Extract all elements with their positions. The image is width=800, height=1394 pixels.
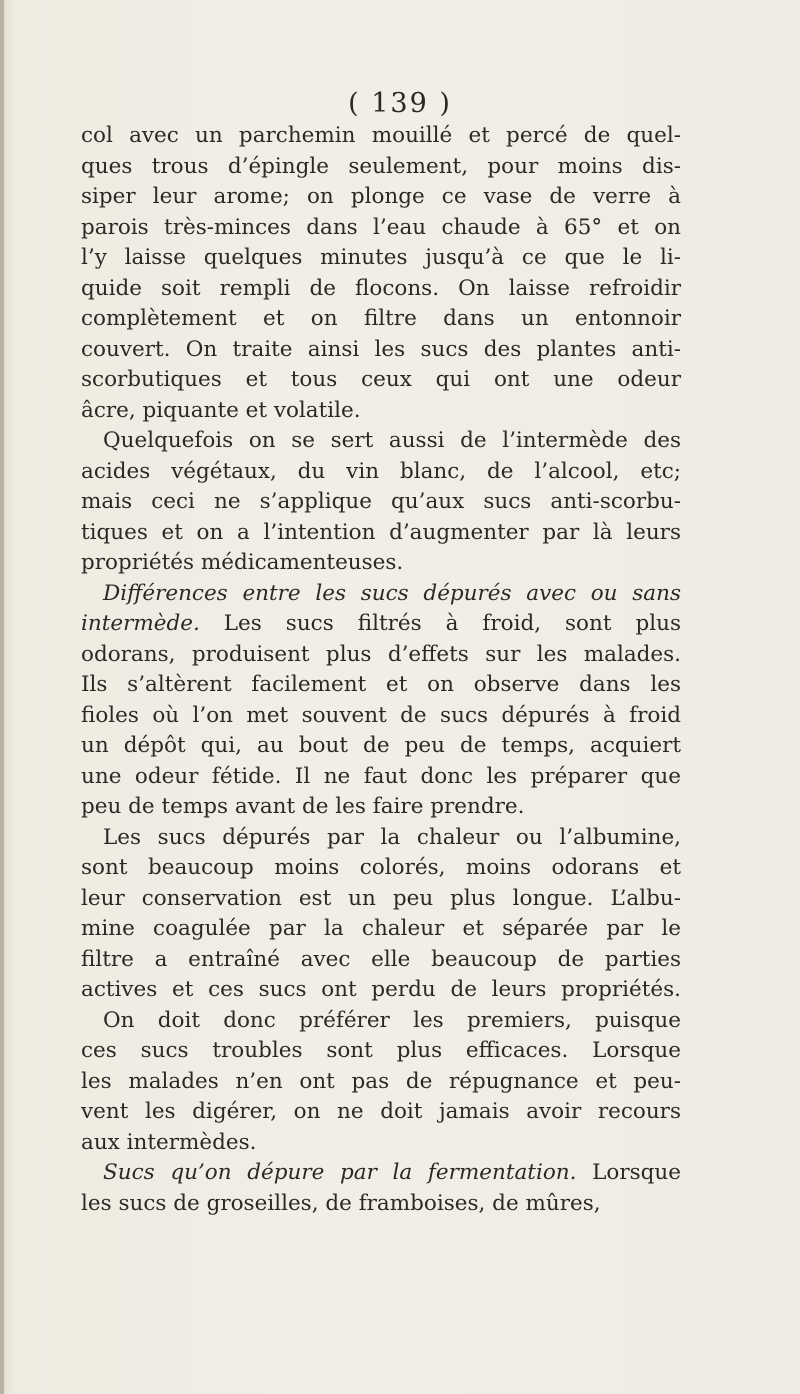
text-line [81, 274, 681, 305]
line-text: col avec un parchemin mouillé et percé de quel- [81, 123, 681, 148]
italic-heading: intermède. [81, 611, 200, 636]
text-line [81, 945, 681, 976]
text-line [81, 914, 681, 945]
text-line [81, 152, 681, 183]
line-text: âcre, piquante et volatile. [81, 397, 361, 423]
text-line [81, 365, 681, 396]
text-line [81, 792, 681, 823]
text-line [81, 731, 681, 762]
line-text: mine coagulée par la chaleur et séparée par le [81, 916, 681, 941]
line-text: odorans, produisent plus d’effets sur les malades. [81, 641, 681, 667]
line-text: Lorsque [576, 1160, 681, 1185]
body-text [81, 121, 681, 1219]
text-line [81, 1158, 681, 1189]
line-text: scorbutiques et tous ceux qui ont une odeur [81, 367, 681, 392]
text-line [81, 762, 681, 793]
text-line [81, 304, 681, 335]
line-text: Quelquefois on se sert aussi de l’intermède des [103, 428, 681, 453]
text-line [81, 457, 681, 488]
text-line [81, 213, 681, 244]
line-text: les malades n’en ont pas de répugnance et peu- [81, 1068, 681, 1094]
text-line [81, 1067, 681, 1098]
line-text: parois très-minces dans l’eau chaude à 65° et on [81, 214, 681, 240]
page-number: ( 139 ) [348, 88, 452, 119]
text-line [81, 579, 681, 610]
line-text: peu de temps avant de les faire prendre. [81, 794, 525, 819]
text-line [81, 396, 681, 427]
text-line [81, 121, 681, 152]
text-line [81, 518, 681, 549]
italic-heading: Sucs qu’on dépure par la fermentation. [103, 1160, 577, 1185]
line-text: un dépôt qui, au bout de peu de temps, acquiert [81, 733, 681, 758]
italic-heading: Différences entre les sucs dépurés avec ou sans [103, 580, 681, 606]
line-text: fioles où l’on met souvent de sucs dépurés à froid [81, 702, 681, 728]
line-text: l’y laisse quelques minutes jusqu’à ce que le li- [81, 245, 681, 270]
line-text: les sucs de groseilles, de framboises, de mûres, [81, 1190, 601, 1216]
line-text: propriétés médicamenteuses. [81, 550, 404, 575]
line-text: actives et ces sucs ont perdu de leurs propriétés. [81, 977, 681, 1002]
text-line [81, 1006, 681, 1037]
line-text: ques trous d’épingle seulement, pour moins dis- [81, 153, 681, 179]
text-line [81, 1128, 681, 1159]
line-text: ces sucs troubles sont plus efficaces. Lorsque [81, 1038, 681, 1063]
line-text: aux intermèdes. [81, 1129, 257, 1155]
line-text: Les sucs dépurés par la chaleur ou l’albumine, [103, 824, 681, 850]
text-line [81, 670, 681, 701]
line-text: Ils s’altèrent facilement et on observe dans les [81, 672, 681, 697]
text-line [81, 548, 681, 579]
text-line [81, 335, 681, 366]
line-text: couvert. On traite ainsi les sucs des plantes anti- [81, 336, 681, 362]
line-text: tiques et on a l’intention d’augmenter par là leurs [81, 519, 681, 545]
line-text: filtre a entraîné avec elle beaucoup de parties [81, 946, 681, 972]
line-text: leur conservation est un peu plus longue. L’albu- [81, 885, 681, 911]
line-text: acides végétaux, du vin blanc, de l’alcool, etc; [81, 458, 681, 484]
text-line [81, 701, 681, 732]
text-line [81, 609, 681, 640]
line-text: Les sucs filtrés à froid, sont plus [199, 611, 681, 636]
text-line [81, 243, 681, 274]
line-text: On doit donc préférer les premiers, puisque [103, 1007, 681, 1033]
text-line [81, 975, 681, 1006]
line-text: complètement et on filtre dans un entonnoir [81, 306, 681, 331]
page-binding-edge [0, 0, 4, 1394]
text-line [81, 426, 681, 457]
text-line [81, 487, 681, 518]
line-text: mais ceci ne s’applique qu’aux sucs anti-scorbu- [81, 489, 681, 514]
line-text: sont beaucoup moins colorés, moins odorans et [81, 855, 681, 880]
text-line [81, 640, 681, 671]
line-text: une odeur fétide. Il ne faut donc les préparer que [81, 763, 681, 789]
text-line [81, 884, 681, 915]
text-line [81, 853, 681, 884]
text-line [81, 1189, 681, 1220]
line-text: quide soit rempli de flocons. On laisse refroidir [81, 275, 681, 301]
line-text: siper leur arome; on plonge ce vase de verre à [81, 184, 681, 209]
text-line [81, 182, 681, 213]
text-line [81, 823, 681, 854]
text-line [81, 1097, 681, 1128]
line-text: vent les digérer, on ne doit jamais avoir recours [81, 1099, 681, 1124]
text-line [81, 1036, 681, 1067]
